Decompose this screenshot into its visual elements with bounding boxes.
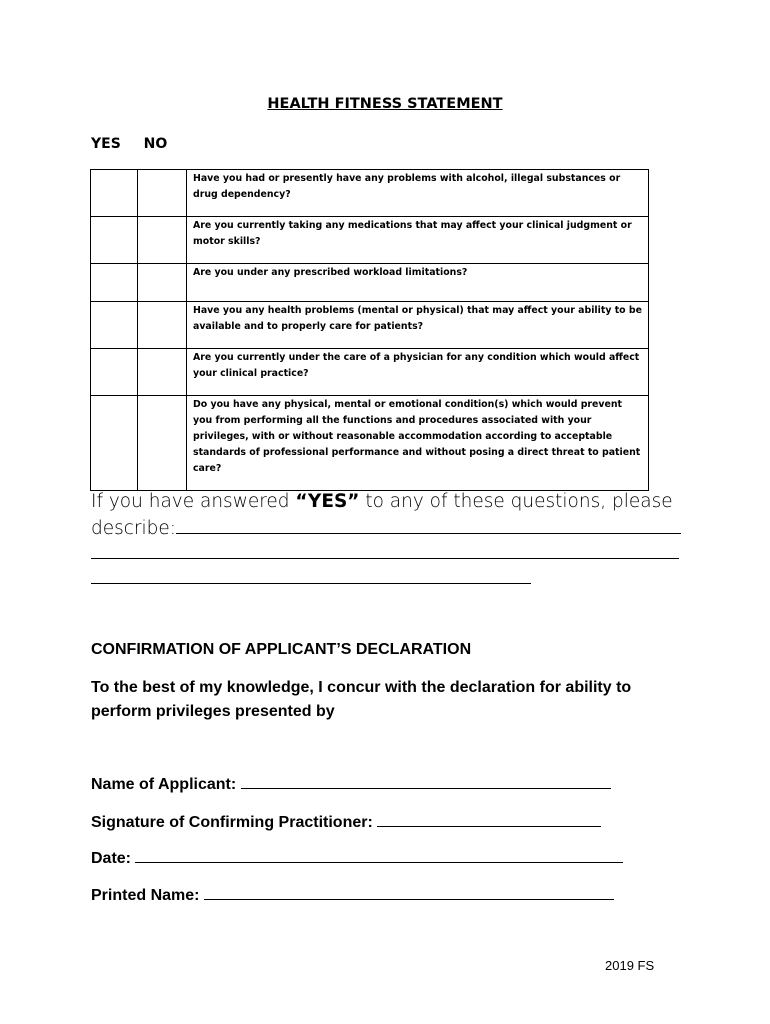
question-row (91, 264, 649, 302)
no-checkbox[interactable] (138, 396, 187, 491)
describe-prefix: If you have answered (91, 491, 296, 512)
no-checkbox[interactable] (138, 217, 187, 264)
yes-checkbox[interactable] (91, 170, 138, 217)
describe-label: describe: (91, 518, 177, 539)
printed-name-label: Printed Name: (91, 887, 200, 904)
signature-label: Signature of Confirming Practitioner: (91, 814, 373, 831)
question-text: Are you currently under the care of a physician for any condition which would affect your clinical practice? (187, 349, 649, 396)
answer-column-headers (91, 136, 167, 152)
yes-checkbox[interactable] (91, 264, 138, 302)
describe-prompt (91, 488, 691, 542)
date-field (91, 848, 623, 868)
no-checkbox[interactable] (138, 264, 187, 302)
date-input[interactable] (135, 848, 623, 863)
applicant-name-label: Name of Applicant: (91, 776, 237, 793)
describe-emphasis: “YES” (295, 491, 360, 512)
question-row (91, 170, 649, 217)
question-row (91, 217, 649, 264)
yes-checkbox[interactable] (91, 396, 138, 491)
footer-code: 2019 FS (605, 958, 655, 973)
no-checkbox[interactable] (138, 170, 187, 217)
printed-name-field (91, 885, 614, 905)
question-row (91, 349, 649, 396)
confirmation-statement: To the best of my knowledge, I concur with the declaration for ability to perform privileges presented by (91, 679, 632, 720)
page-title: HEALTH FITNESS STATEMENT (267, 96, 503, 112)
question-text: Are you currently taking any medications that may affect your clinical judgment or motor skills? (187, 217, 649, 264)
describe-suffix: to any of these questions, please (359, 491, 673, 512)
question-text: Are you under any prescribed workload limitations? (187, 264, 649, 302)
applicant-name-input[interactable] (241, 774, 611, 789)
no-column-label: NO (143, 136, 168, 152)
no-checkbox[interactable] (138, 349, 187, 396)
yes-checkbox[interactable] (91, 302, 138, 349)
date-label: Date: (91, 850, 132, 867)
question-text: Do you have any physical, mental or emotional condition(s) which would prevent you from performing all the functions and procedures associated with your privileges, with or without reasonable accommodation according to acceptable standards of professional performance and without posing a direct threat to patient care? (187, 396, 649, 491)
yes-checkbox[interactable] (91, 349, 138, 396)
question-row (91, 302, 649, 349)
yes-column-label: YES (91, 136, 121, 152)
question-row (91, 396, 649, 491)
no-checkbox[interactable] (138, 302, 187, 349)
question-text: Have you had or presently have any problems with alcohol, illegal substances or drug dependency? (187, 170, 649, 217)
describe-input-line[interactable] (91, 558, 679, 559)
yes-checkbox[interactable] (91, 217, 138, 264)
applicant-name-field (91, 774, 611, 794)
describe-input-line[interactable] (91, 583, 531, 584)
describe-input-line[interactable] (176, 533, 681, 534)
questions-table (90, 169, 649, 491)
confirmation-heading: CONFIRMATION OF APPLICANT’S DECLARATION (91, 641, 472, 658)
signature-input[interactable] (377, 812, 601, 827)
question-text: Have you any health problems (mental or physical) that may affect your ability to be available and to properly care for patients? (187, 302, 649, 349)
signature-field (91, 812, 601, 832)
printed-name-input[interactable] (204, 885, 614, 900)
